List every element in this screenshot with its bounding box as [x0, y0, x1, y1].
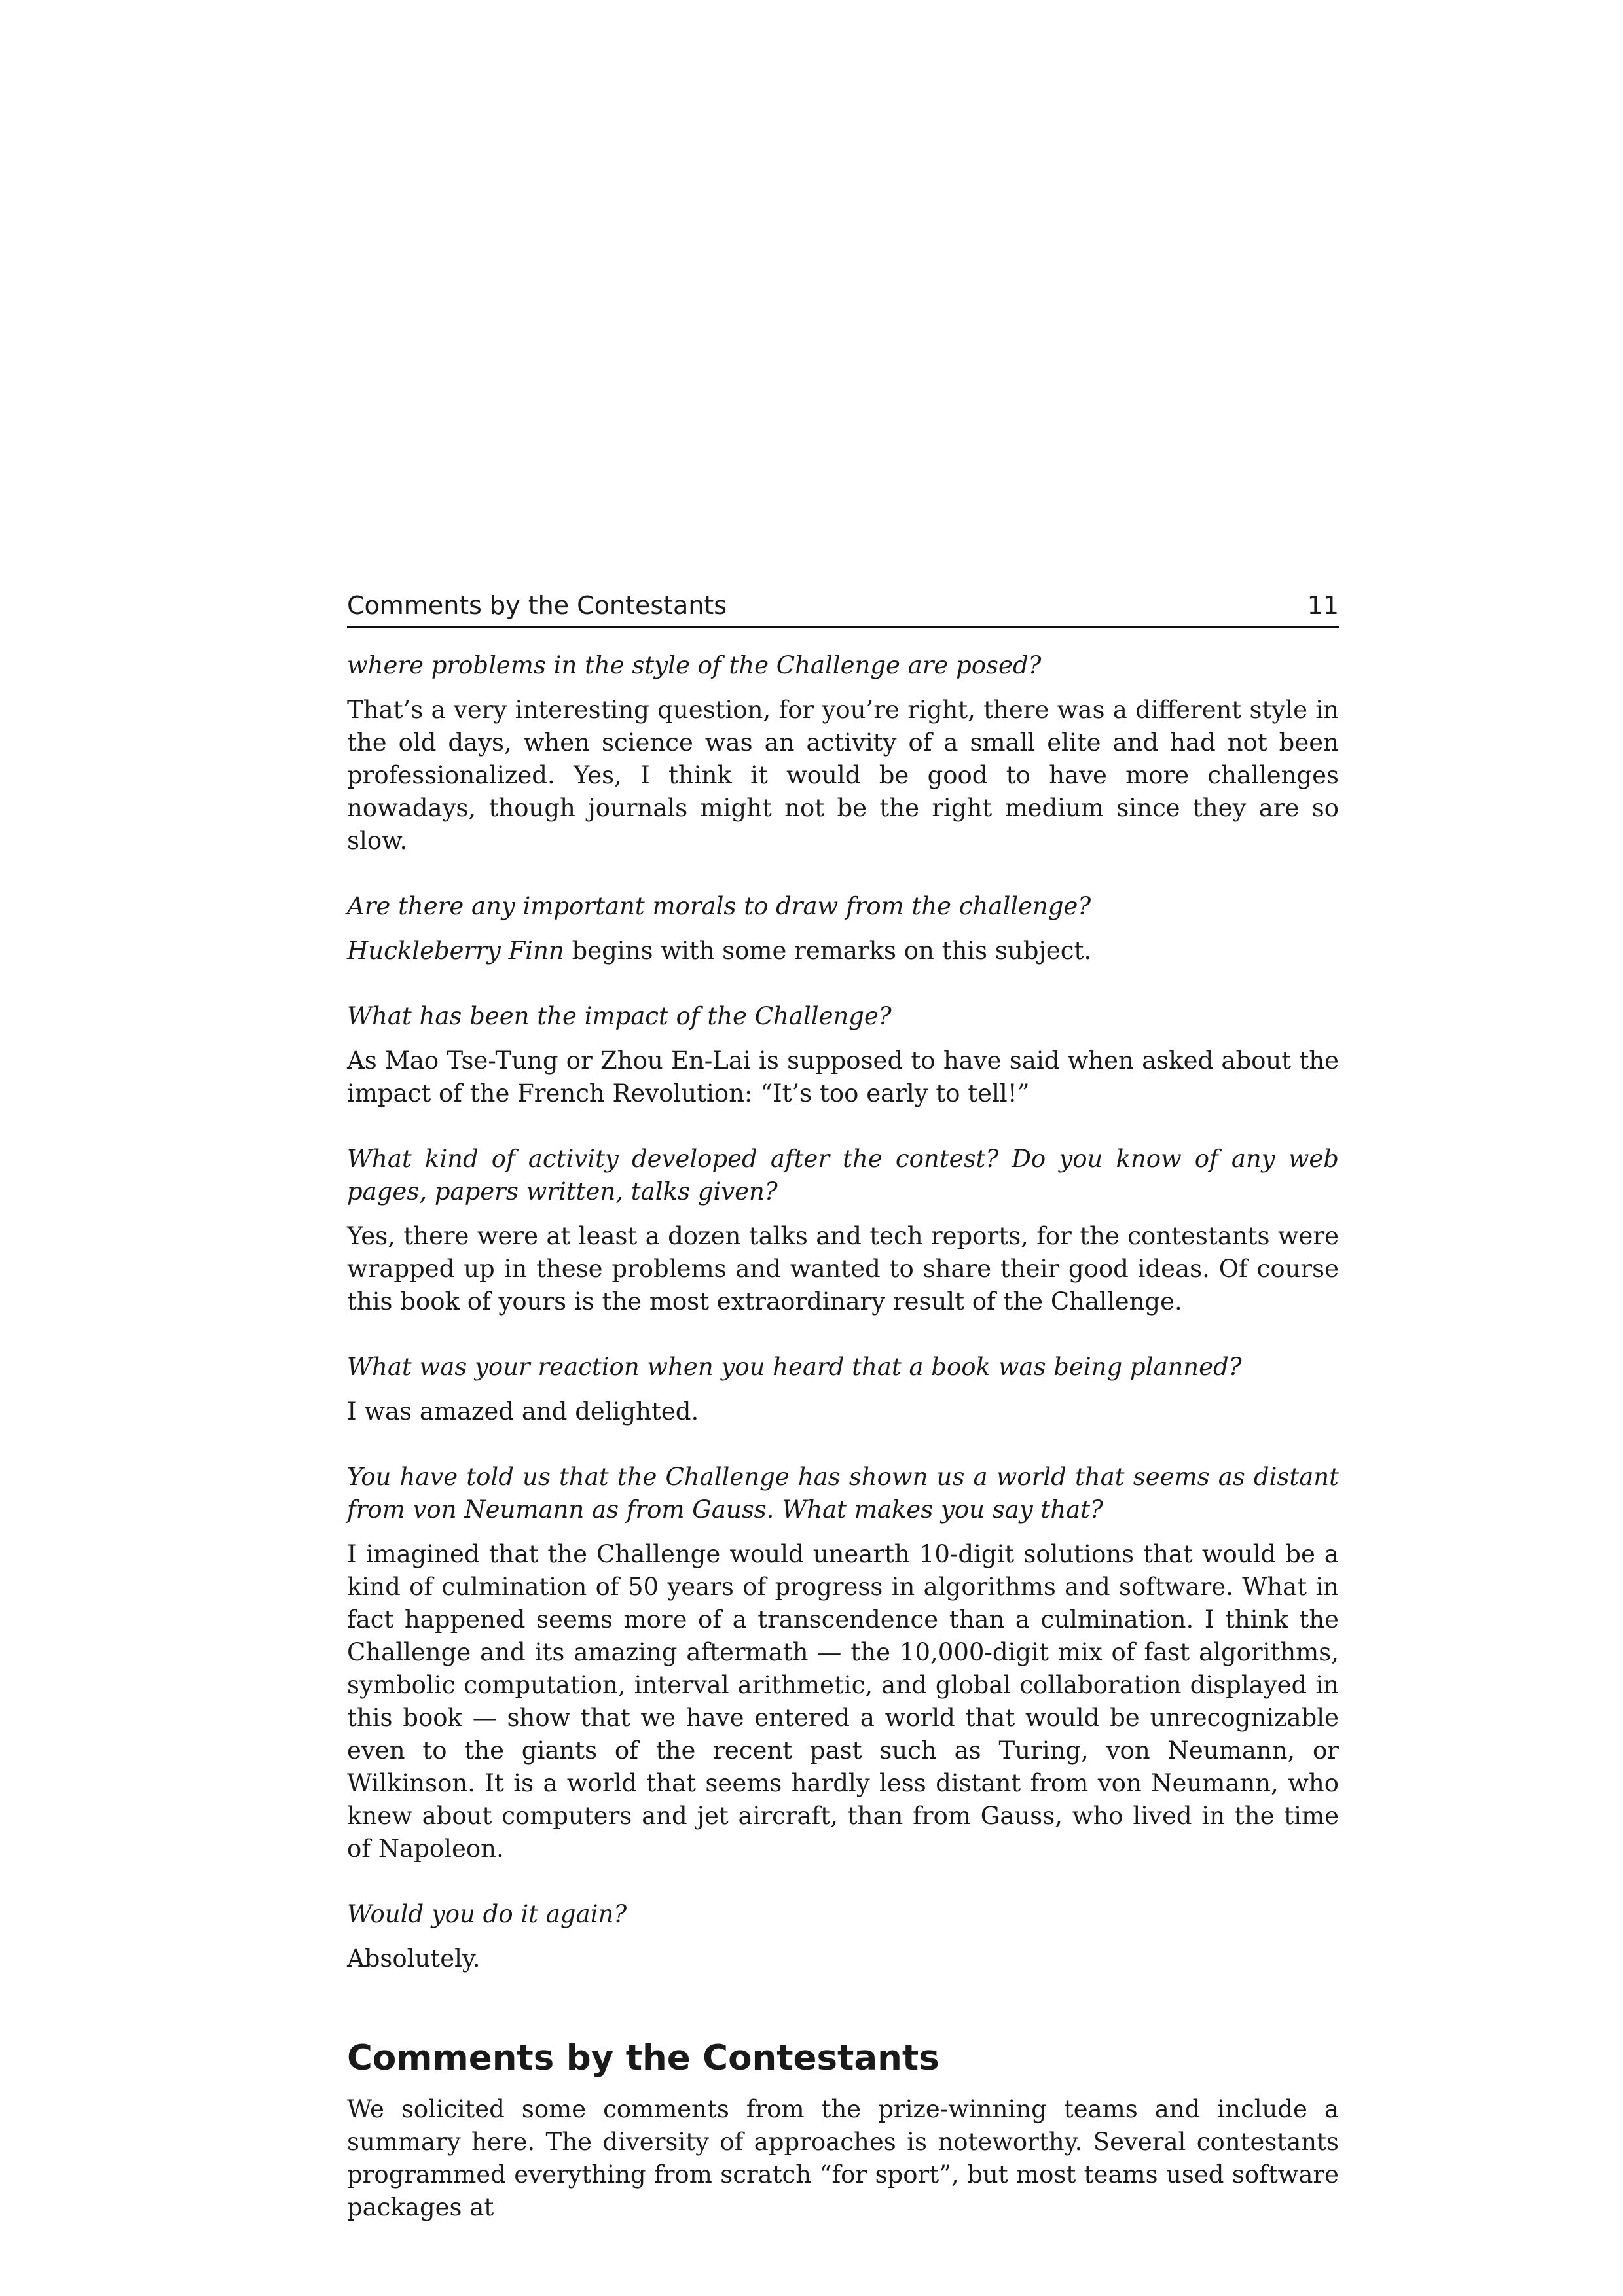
answer: I was amazed and delighted. [347, 1397, 699, 1426]
qa-block [347, 1000, 1339, 1110]
answer-text: begins with some remarks on this subject. [564, 937, 1092, 965]
running-head [347, 589, 1339, 628]
question: What kind of activity developed after the contest? Do you know of any web pages, papers written, talks given? [347, 1145, 1339, 1206]
qa-block [347, 649, 1339, 857]
running-head-title: Comments by the Contestants [347, 591, 727, 620]
question: Are there any important morals to draw from the challenge? [347, 892, 1091, 920]
question: What was your reaction when you heard that a book was being planned? [347, 1353, 1242, 1381]
book-title: Huckleberry Finn [347, 937, 564, 965]
qa-block [347, 890, 1339, 967]
section-heading: Comments by the Contestants [347, 2038, 939, 2078]
section-paragraph: We solicited some comments from the prize-winning teams and include a summary here. The diversity of approaches is noteworthy. Several contestants programmed everything from scratch “for sport”, but most teams used software packages at [347, 2095, 1339, 2221]
qa-block [347, 1143, 1339, 1318]
answer: I imagined that the Challenge would unearth 10-digit solutions that would be a kind of culmination of 50 years of progress in algorithms and software. What in fact happened seems more of a transcendence than a culmination. I think the Challenge and its amazing aftermath — the 10,000-digit mix of fast algorithms, symbolic computation, interval arithmetic, and global collaboration displayed in this book — show that we have entered a world that would be unrecognizable even to the giants of the recent past such as Turing, von Neumann, or Wilkinson. It is a world that seems hardly less distant from von Neumann, who knew about computers and jet aircraft, than from Gauss, who lived in the time of Napoleon. [347, 1540, 1339, 1863]
question: where problems in the style of the Challenge are posed? [347, 651, 1042, 679]
page-number: 11 [1307, 591, 1339, 620]
qa-block [347, 1898, 1339, 1975]
qa-block [347, 1351, 1339, 1428]
qa-block [347, 1461, 1339, 1865]
answer [347, 935, 1339, 967]
body-text [347, 649, 1339, 2224]
question: Would you do it again? [347, 1900, 627, 1928]
answer: Yes, there were at least a dozen talks and tech reports, for the contestants were wrapped up in these problems and wanted to share their good ideas. Of course this book of yours is the most extraordinary result of the Challenge. [347, 1222, 1339, 1316]
answer: Absolutely. [347, 1945, 481, 1973]
answer: As Mao Tse-Tung or Zhou En-Lai is supposed to have said when asked about the impact of the French Revolution: “It’s too early to tell!” [347, 1047, 1339, 1107]
page [347, 589, 1339, 2224]
answer: That’s a very interesting question, for you’re right, there was a different style in the old days, when science was an activity of a small elite and had not been professionalized. Yes, I think it would be good to have more challenges nowadays, though journals might not be the right medium since they are so slow. [347, 696, 1339, 855]
question: What has been the impact of the Challenge? [347, 1002, 892, 1030]
question: You have told us that the Challenge has shown us a world that seems as distant from von Neumann as from Gauss. What makes you say that? [347, 1463, 1339, 1524]
